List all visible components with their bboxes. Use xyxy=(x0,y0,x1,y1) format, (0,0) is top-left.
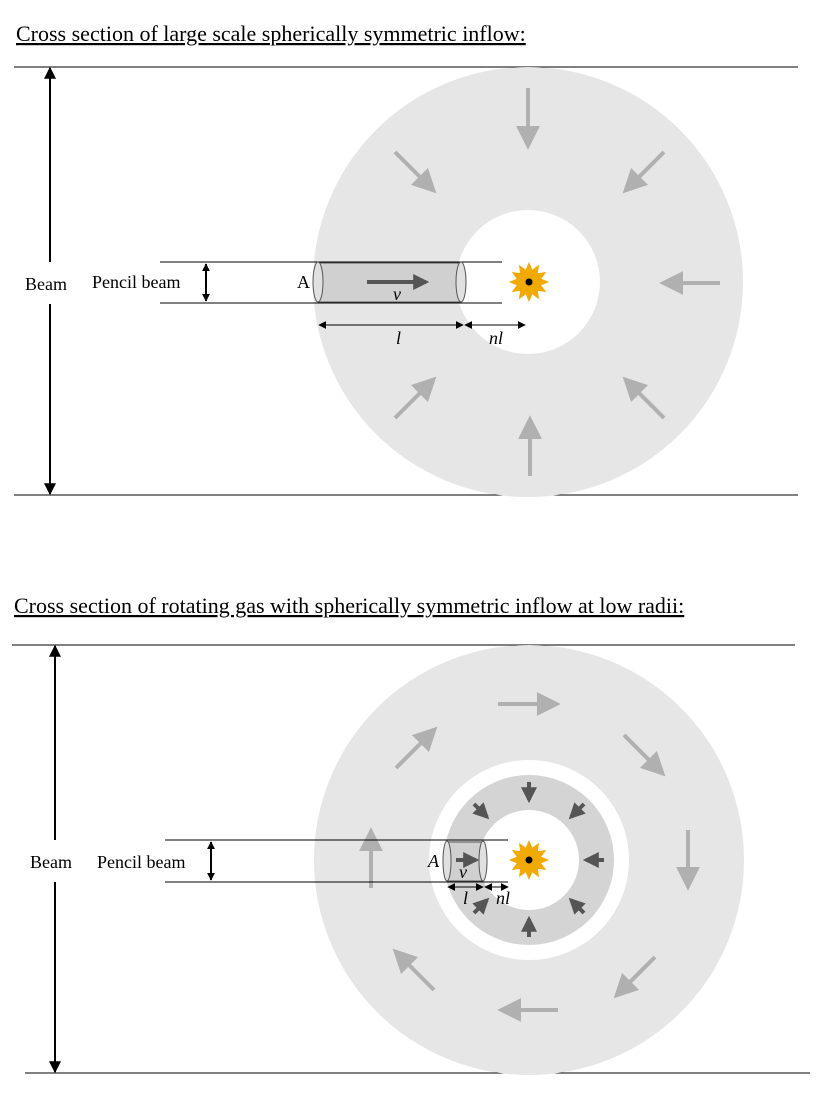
bottom-title: Cross section of rotating gas with spherically symmetric inflow at low radii: xyxy=(14,593,685,618)
bottom-pencil-beam-label: Pencil beam xyxy=(97,852,186,872)
top-title: Cross section of large scale spherically symmetric inflow: xyxy=(16,21,526,46)
top-cylinder-left-cap xyxy=(313,262,323,302)
bottom-velocity-label: v xyxy=(459,862,467,882)
top-pencil-beam-label: Pencil beam xyxy=(92,272,181,292)
bottom-cylinder-left-cap xyxy=(443,841,451,881)
top-diagram xyxy=(14,21,798,497)
bottom-cylinder-right-cap xyxy=(479,841,487,881)
top-length-label: l xyxy=(396,328,402,348)
bottom-area-label: A xyxy=(428,851,439,871)
bottom-length-label: l xyxy=(463,888,469,908)
top-nl-label: nl xyxy=(489,328,504,348)
top-cylinder-right-cap xyxy=(456,262,466,302)
bottom-diagram xyxy=(12,593,810,1075)
bottom-beam-label: Beam xyxy=(30,852,72,872)
top-beam-label: Beam xyxy=(25,274,67,294)
top-velocity-label: v xyxy=(393,284,401,304)
bottom-nl-label: nl xyxy=(496,888,511,908)
top-area-label: A xyxy=(297,272,310,292)
